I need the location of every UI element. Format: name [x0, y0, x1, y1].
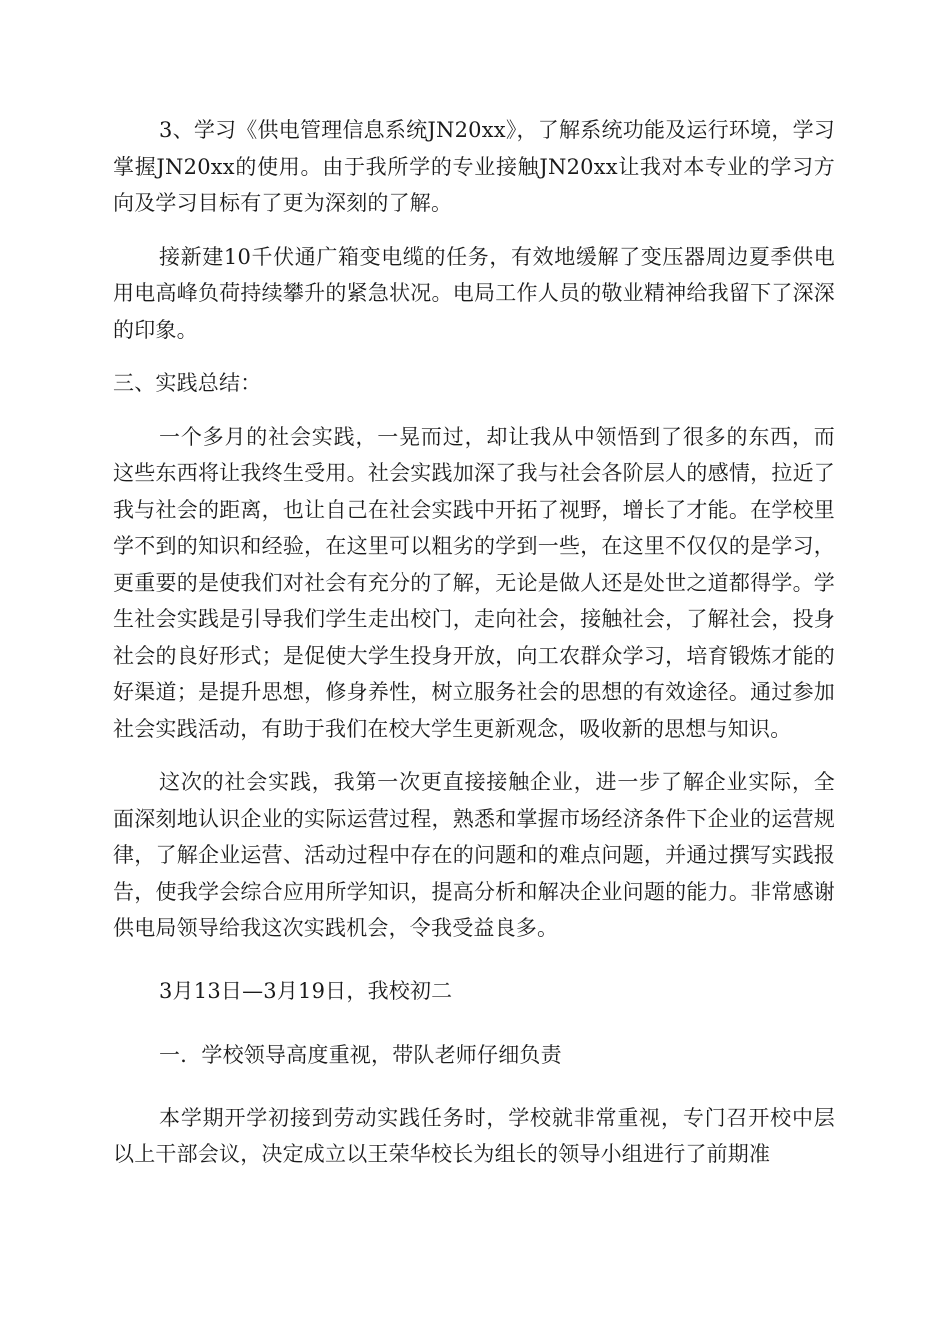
paragraph-practice-summary: 一个多月的社会实践，一晃而过，却让我从中领悟到了很多的东西，而这些东西将让我终生受用。社会实践加深了我与社会各阶层人的感情，拉近了我与社会的距离，也让自己在社会实践中开拓了视野，增长了才能。在学校里学不到的知识和经验，在这里可以粗劣的学到一些，在这里不仅仅的是学习，更重要的是使我们对社会有充分的了解，无论是做人还是处世之道都得学。学生社会实践是引导我们学生走出校门，走向社会，接触社会，了解社会，投身社会的良好形式；是促使大学生投身开放，向工农群众学习，培育锻炼才能的好渠道；是提升思想，修身养性，树立服务社会的思想的有效途径。通过参加社会实践活动，有助于我们在校大学生更新观念，吸收新的思想与知识。: [113, 424, 835, 741]
document-page: [113, 112, 835, 1173]
subheading-school-leadership: 一．学校领导高度重视，带队老师仔细负责: [159, 1043, 562, 1067]
paragraph-labor-practice: 本学期开学初接到劳动实践任务时，学校就非常重视，专门召开校中层以上干部会议，决定成立以王荣华校长为组长的领导小组进行了前期准: [113, 1105, 835, 1166]
paragraph-cable-task: 接新建10千伏通广箱变电缆的任务，有效地缓解了变压器周边夏季供电用电高峰负荷持续攀升的紧急状况。电局工作人员的敬业精神给我留下了深深的印象。: [113, 244, 835, 342]
paragraph-system-study: 3、学习《供电管理信息系统JN20xx》，了解系统功能及运行环境，学习掌握JN20xx的使用。由于我所学的专业接触JN20xx让我对本专业的学习方向及学习目标有了更为深刻的了解。: [113, 118, 835, 215]
paragraph-date-range: 3月13日—3月19日，我校初二: [159, 978, 453, 1003]
paragraph-enterprise-experience: 这次的社会实践，我第一次更直接接触企业，进一步了解企业实际，全面深刻地认识企业的实际运营过程，熟悉和掌握市场经济条件下企业的运营规律，了解企业运营、活动过程中存在的问题和的难点问题，并通过撰写实践报告，使我学会综合应用所学知识，提高分析和解决企业问题的能力。非常感谢供电局领导给我这次实践机会，令我受益良多。: [113, 770, 835, 940]
section-heading-summary: 三、实践总结：: [113, 371, 262, 395]
